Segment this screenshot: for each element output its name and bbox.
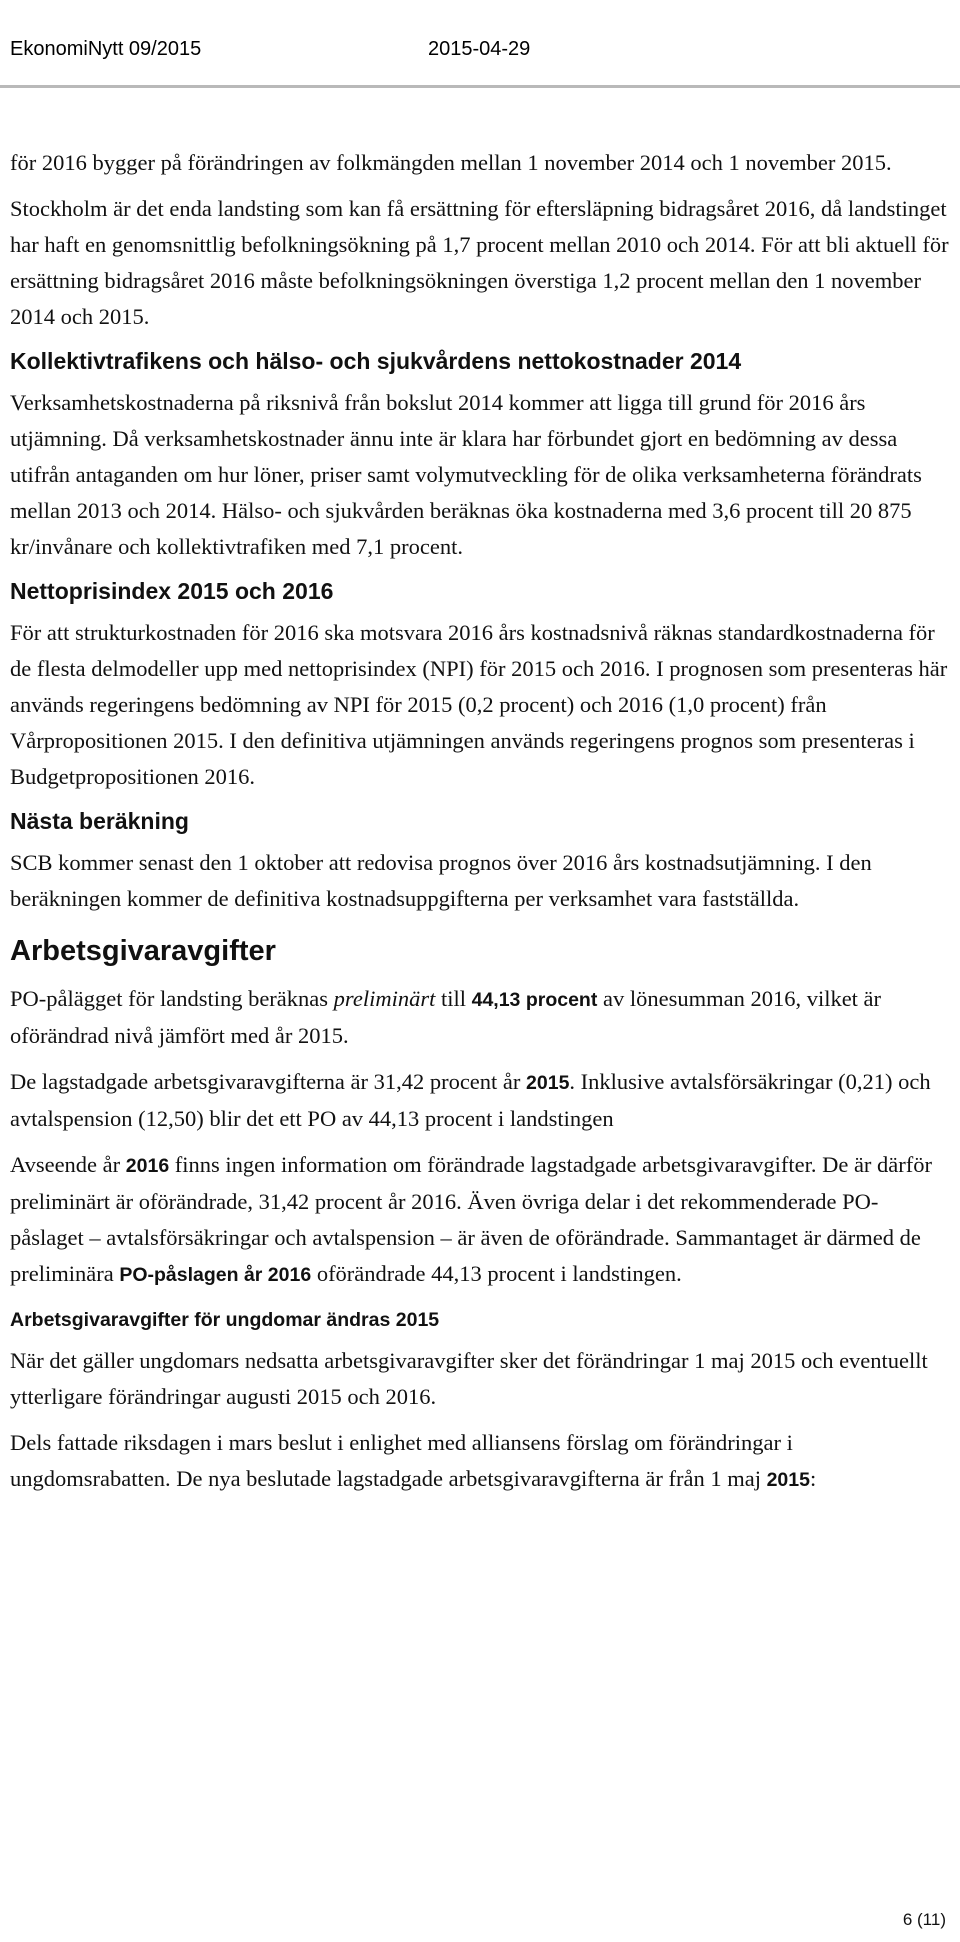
paragraph-po-palagg [10, 981, 950, 1054]
publication-name: EkonomiNytt 09/2015 [10, 38, 202, 60]
text-run: PO-pålägget för landsting beräknas [10, 986, 334, 1011]
heading-ungdomar: Arbetsgivaravgifter för ungdomar ändras 2015 [10, 1309, 440, 1331]
bold-year-2015-b: 2015 [766, 1469, 810, 1491]
text-run: av lönesumman 2016, vilket är oförändrad nivå jämfört med år 2015. [10, 986, 882, 1048]
bold-year-2016: 2016 [125, 1155, 170, 1177]
header-divider [0, 85, 960, 88]
heading-nettoprisindex: Nettoprisindex 2015 och 2016 [10, 578, 334, 604]
text-run: oförändrade 44,13 procent i landstingen. [311, 1261, 682, 1286]
bold-year-2015: 2015 [526, 1072, 570, 1094]
paragraph-nettoprisindex: För att strukturkostnaden för 2016 ska motsvara 2016 års kostnadsnivå räknas standardkostnaderna för de flesta delmodeller upp med nettoprisindex (NPI) för 2015 och 2016. I prognosen som presenteras här används regeringens bedömning av NPI för 2015 (0,2 procent) och 2016 (1,0 procent) från Vårpropositionen 2015. I den definitiva utjämningen används regeringens prognos som presenteras i Budgetpropositionen 2016. [10, 620, 948, 789]
text-run: Dels fattade riksdagen i mars beslut i enlighet med alliansens förslag om förändringar i ungdomsrabatten. De nya beslutade lagstadgade arbetsgivaravgifterna är från 1 maj [10, 1430, 793, 1491]
text-run: . Inklusive avtalsförsäkringar (0,21) och avtalspension (12,50) blir det ett PO av 44,13 procent i landstingen [10, 1069, 931, 1131]
document-body [10, 145, 950, 1498]
page-number: 6 (11) [902, 1910, 946, 1929]
paragraph-ungdomar-2 [10, 1425, 950, 1498]
paragraph-stockholm: Stockholm är det enda landsting som kan få ersättning för eftersläpning bidragsåret 2016, då landstinget har haft en genomsnittlig befolkningsökning på 1,7 procent mellan 2010 och 2014. För att bli aktuell för ersättning bidragsåret 2016 måste befolkningsökningen överstiga 1,2 procent mellan den 1 november 2014 och 2015. [10, 196, 949, 329]
heading-nasta-berakning: Nästa beräkning [10, 808, 189, 834]
paragraph-nasta-berakning: SCB kommer senast den 1 oktober att redovisa prognos över 2016 års kostnadsutjämning. I den beräkningen kommer de definitiva kostnadsuppgifterna per verksamhet vara fastställda. [10, 850, 872, 911]
paragraph-folkmangd: för 2016 bygger på förändringen av folkmängden mellan 1 november 2014 och 1 november 2015. [10, 150, 892, 175]
publication-date: 2015-04-29 [428, 38, 531, 60]
bold-po-paslagen: PO-påslagen år 2016 [119, 1264, 312, 1286]
heading-arbetsgivaravgifter: Arbetsgivaravgifter [10, 935, 276, 967]
paragraph-ungdomar-1: När det gäller ungdomars nedsatta arbetsgivaravgifter sker det förändringar 1 maj 2015 och eventuellt ytterligare förändringar augusti 2015 och 2016. [10, 1348, 928, 1409]
paragraph-kollektivtrafik: Verksamhetskostnaderna på riksnivå från bokslut 2014 kommer att ligga till grund för 2016 års utjämning. Då verksamhetskostnader ännu inte är klara har förbundet gjort en bedömning av dessa utifrån antaganden om hur löner, priser samt volymutveckling för de olika verksamheterna förändrats mellan 2013 och 2014. Hälso- och sjukvården beräknas öka kostnaderna med 3,6 procent till 20 875 kr/invånare och kollektivtrafiken med 7,1 procent. [10, 390, 922, 559]
paragraph-avseende-2016 [10, 1147, 950, 1293]
text-run: Avseende år [10, 1152, 126, 1177]
emphasis-preliminart: preliminärt [333, 986, 436, 1011]
text-run: finns ingen information om förändrade lagstadgade arbetsgivaravgifter. De är därför preliminärt är oförändrade, 31,42 procent år 2016. Även övriga delar i det rekommenderade PO-påslaget – avtalsförsäkringar och avtalspension – är även de oförändrade. Sammantaget är därmed de preliminära [10, 1152, 933, 1286]
text-run: till [435, 986, 472, 1011]
bold-po-value: 44,13 procent [471, 989, 598, 1011]
page-header [10, 38, 950, 66]
heading-kollektivtrafik: Kollektivtrafikens och hälso- och sjukvårdens nettokostnader 2014 [10, 348, 742, 374]
paragraph-lagstadgade [10, 1064, 950, 1137]
text-run: De lagstadgade arbetsgivaravgifterna är 31,42 procent år [10, 1069, 527, 1094]
text-run: : [809, 1466, 817, 1491]
